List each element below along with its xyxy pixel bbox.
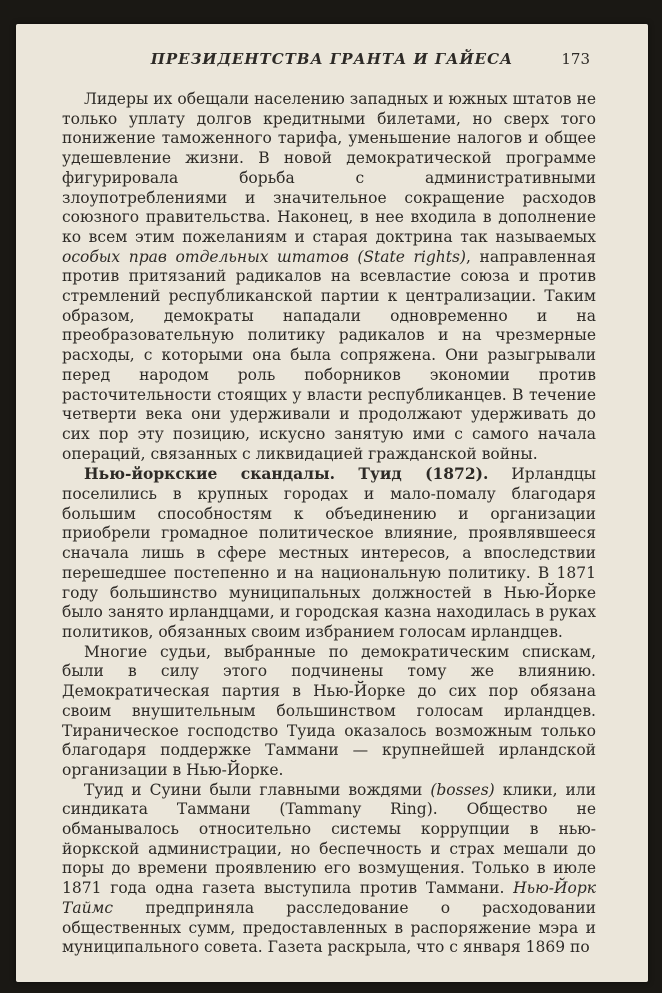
- running-head: ПРЕЗИДЕНТСТВА ГРАНТА И ГАЙЕСА: [150, 50, 514, 68]
- page-number: 173: [561, 50, 590, 68]
- italic-term: (bosses): [430, 780, 495, 799]
- body-text: [62, 90, 596, 958]
- text-segment: Многие судьи, выбранные по демократическим спискам, были в силу этого подчинены тому же влиянию. Демократическая партия в Нью-Йорке до сих пор обязана своим внушительным большинством голосам ирландцев. Тираническое господство Туида оказалось возможным только благодаря поддержке Таммани — крупнейшей ирландской организации в Нью-Йорке.: [62, 642, 596, 779]
- section-heading: Нью-йоркские скандалы. Туид (1872).: [84, 464, 489, 484]
- text-segment: Туид и Суини были главными вождями: [84, 780, 431, 799]
- newspaper-title: Нью-Йорк Таймс: [62, 879, 596, 917]
- page-header: [16, 50, 648, 74]
- paragraph: [62, 90, 596, 464]
- paragraph: [62, 643, 596, 781]
- italic-term: особых прав отдельных штатов (State rights): [62, 247, 466, 266]
- paragraph: [62, 464, 596, 642]
- text-segment: клики, или синдиката Таммани (Tammany Ring). Общество не обманывалось относительно системы коррупции в нью-йоркской администрации, но беспечность и страх мешали до поры до времени проявлению его возмущения. Только в июле 1871 года одна газета выступила против Таммани.: [62, 780, 596, 898]
- text-segment: Лидеры их обещали населению западных и южных штатов не только уплату долгов кредитными билетами, но сверх того понижение таможенного тарифа, уменьшение налогов и общее удешевление жизни. В новой демократической программе фигурировала борьба с административными злоупотреблениями и значительное сокращение расходов союзного правительства. Наконец, в нее входила в дополнение ко всем этим пожеланиям и старая доктрина так называемых: [62, 90, 596, 246]
- paragraph: [62, 781, 596, 958]
- text-segment: , направленная против притязаний радикалов на всевластие союза и против стремлений республиканской партии к централизации. Таким образом, демократы нападали одновременно и на преобразовательную политику радикалов и на чрезмерные расходы, с которыми она была сопряжена. Они разыгрывали перед народом роль поборников экономии против расточительности стоящих у власти республиканцев. В течение четверти века они удерживали и продолжают удерживать до сих пор эту позицию, искусно занятую ими с самого начала операций, связанных с ликвидацией гражданской войны.: [62, 247, 596, 463]
- text-segment: Ирландцы поселились в крупных городах и мало-помалу благодаря большим способностям к объединению и организации приобрели громадное политическое влияние, проявлявшееся сначала лишь в сфере местных интересов, а впоследствии перешедшее постепенно и на национальную политику. В 1871 году большинство муниципальных должностей в Нью-Йорке было занято ирландцами, и городская казна находилась в руках политиков, обязанных своим избранием голосам ирландцев.: [62, 465, 596, 641]
- book-page: [16, 24, 648, 982]
- text-segment: предприняла расследование о расходовании общественных сумм, предоставленных в распоряжение мэра и муниципального совета. Газета раскрыла, что с января 1869 по: [62, 898, 596, 957]
